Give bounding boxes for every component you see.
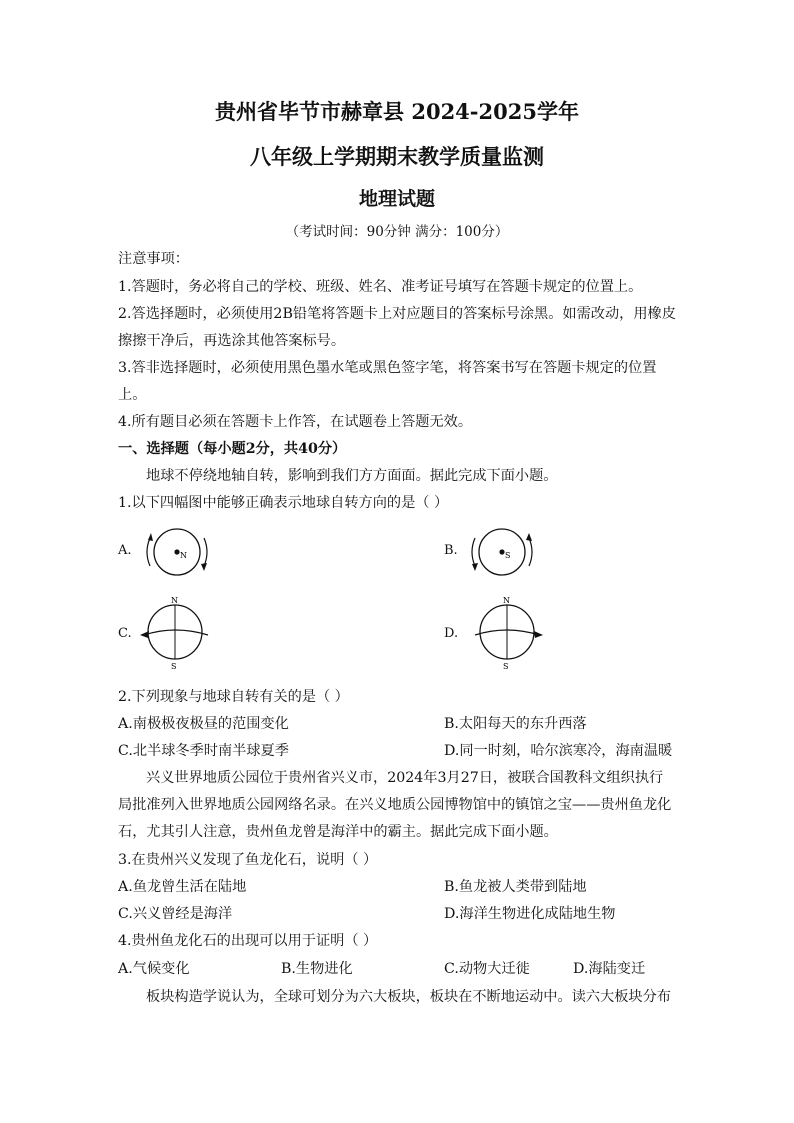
- option-c-label: C.: [118, 626, 132, 641]
- q3-option-c: C.兴义曾经是海洋: [118, 906, 233, 922]
- q4-option-b: B.生物进化: [281, 961, 353, 977]
- option-a-label: A.: [118, 543, 132, 558]
- diagram-d-side-view: [467, 592, 547, 672]
- intro-paragraph: 板块构造学说认为，全球可划分为六大板块，板块在不断地运动中。读六大板块分布: [146, 989, 671, 1005]
- notes-heading: 注意事项：: [118, 251, 189, 267]
- q3-option-a: A.鱼龙曾生活在陆地: [118, 879, 247, 895]
- q4-option-c: C.动物大迁徙: [444, 961, 530, 977]
- note-item: 1.答题时，务必将自己的学校、班级、姓名、准考证号填写在答题卡规定的位置上。: [118, 279, 643, 295]
- diagram-b-polar-view: [462, 520, 540, 585]
- q2-option-d: D.同一时刻，哈尔滨寒冷，海南温暖: [444, 743, 673, 759]
- intro-paragraph: 兴义世界地质公园位于贵州省兴义市，2024年3月27日，被联合国教科文组织执行: [146, 770, 664, 786]
- section-heading: 一、选择题（每小题2分，共40分）: [118, 441, 347, 457]
- title-line1: 贵州省毕节市赫章县 2024-2025学年: [215, 99, 579, 124]
- intro-paragraph: 局批准列入世界地质公园网络名录。在兴义地质公园博物馆中的镇馆之宝——贵州鱼龙化: [118, 797, 672, 813]
- question-3-stem: 3.在贵州兴义发现了鱼龙化石，说明（ ）: [118, 852, 378, 868]
- q2-option-c: C.北半球冬季时南半球夏季: [118, 743, 289, 759]
- pole-label-s: S: [505, 551, 511, 560]
- q3-option-b: B.鱼龙被人类带到陆地: [444, 879, 587, 895]
- note-item: 擦擦干净后，再选涂其他答案标号。: [118, 333, 346, 349]
- question-2-stem: 2.下列现象与地球自转有关的是（ ）: [118, 689, 349, 705]
- note-item: 上。: [118, 387, 147, 403]
- intro-paragraph: 石，尤其引人注意，贵州鱼龙曾是海洋中的霸主。据此完成下面小题。: [118, 824, 558, 840]
- q2-option-b: B.太阳每天的东升西落: [444, 716, 587, 732]
- pole-label-n: N: [180, 551, 187, 560]
- q2-option-a: A.南极极夜极昼的范围变化: [118, 716, 289, 732]
- pole-label-s: S: [171, 662, 177, 671]
- q4-option-a: A.气候变化: [118, 961, 190, 977]
- title-line2: 八年级上学期期末教学质量监测: [250, 144, 544, 169]
- note-item: 2.答选择题时，必须使用2B铅笔将答题卡上对应题目的答案标号涂黑。如需改动，用橡皮: [118, 306, 676, 322]
- pole-label-n: N: [171, 596, 178, 605]
- option-b-label: B.: [444, 543, 458, 558]
- exam-info: （考试时间：90分钟 满分：100分）: [285, 224, 509, 240]
- question-1-stem: 1.以下四幅图中能够正确表示地球自转方向的是（ ）: [118, 495, 449, 511]
- q4-option-d: D.海陆变迁: [573, 961, 646, 977]
- note-item: 4.所有题目必须在答题卡上作答，在试题卷上答题无效。: [118, 414, 473, 430]
- pole-label-n: N: [503, 596, 510, 605]
- intro-paragraph: 地球不停绕地轴自转，影响到我们方方面面。据此完成下面小题。: [146, 468, 558, 484]
- question-4-stem: 4.贵州鱼龙化石的出现可以用于证明（ ）: [118, 933, 378, 949]
- diagram-a-polar-view: [140, 520, 215, 585]
- title-line3: 地理试题: [358, 188, 435, 210]
- option-d-label: D.: [444, 626, 459, 641]
- note-item: 3.答非选择题时，必须使用黑色墨水笔或黑色签字笔，将答案书写在答题卡规定的位置: [118, 360, 657, 376]
- q3-option-d: D.海洋生物进化成陆地生物: [444, 906, 616, 922]
- diagram-c-side-view: [136, 592, 216, 672]
- pole-label-s: S: [503, 662, 509, 671]
